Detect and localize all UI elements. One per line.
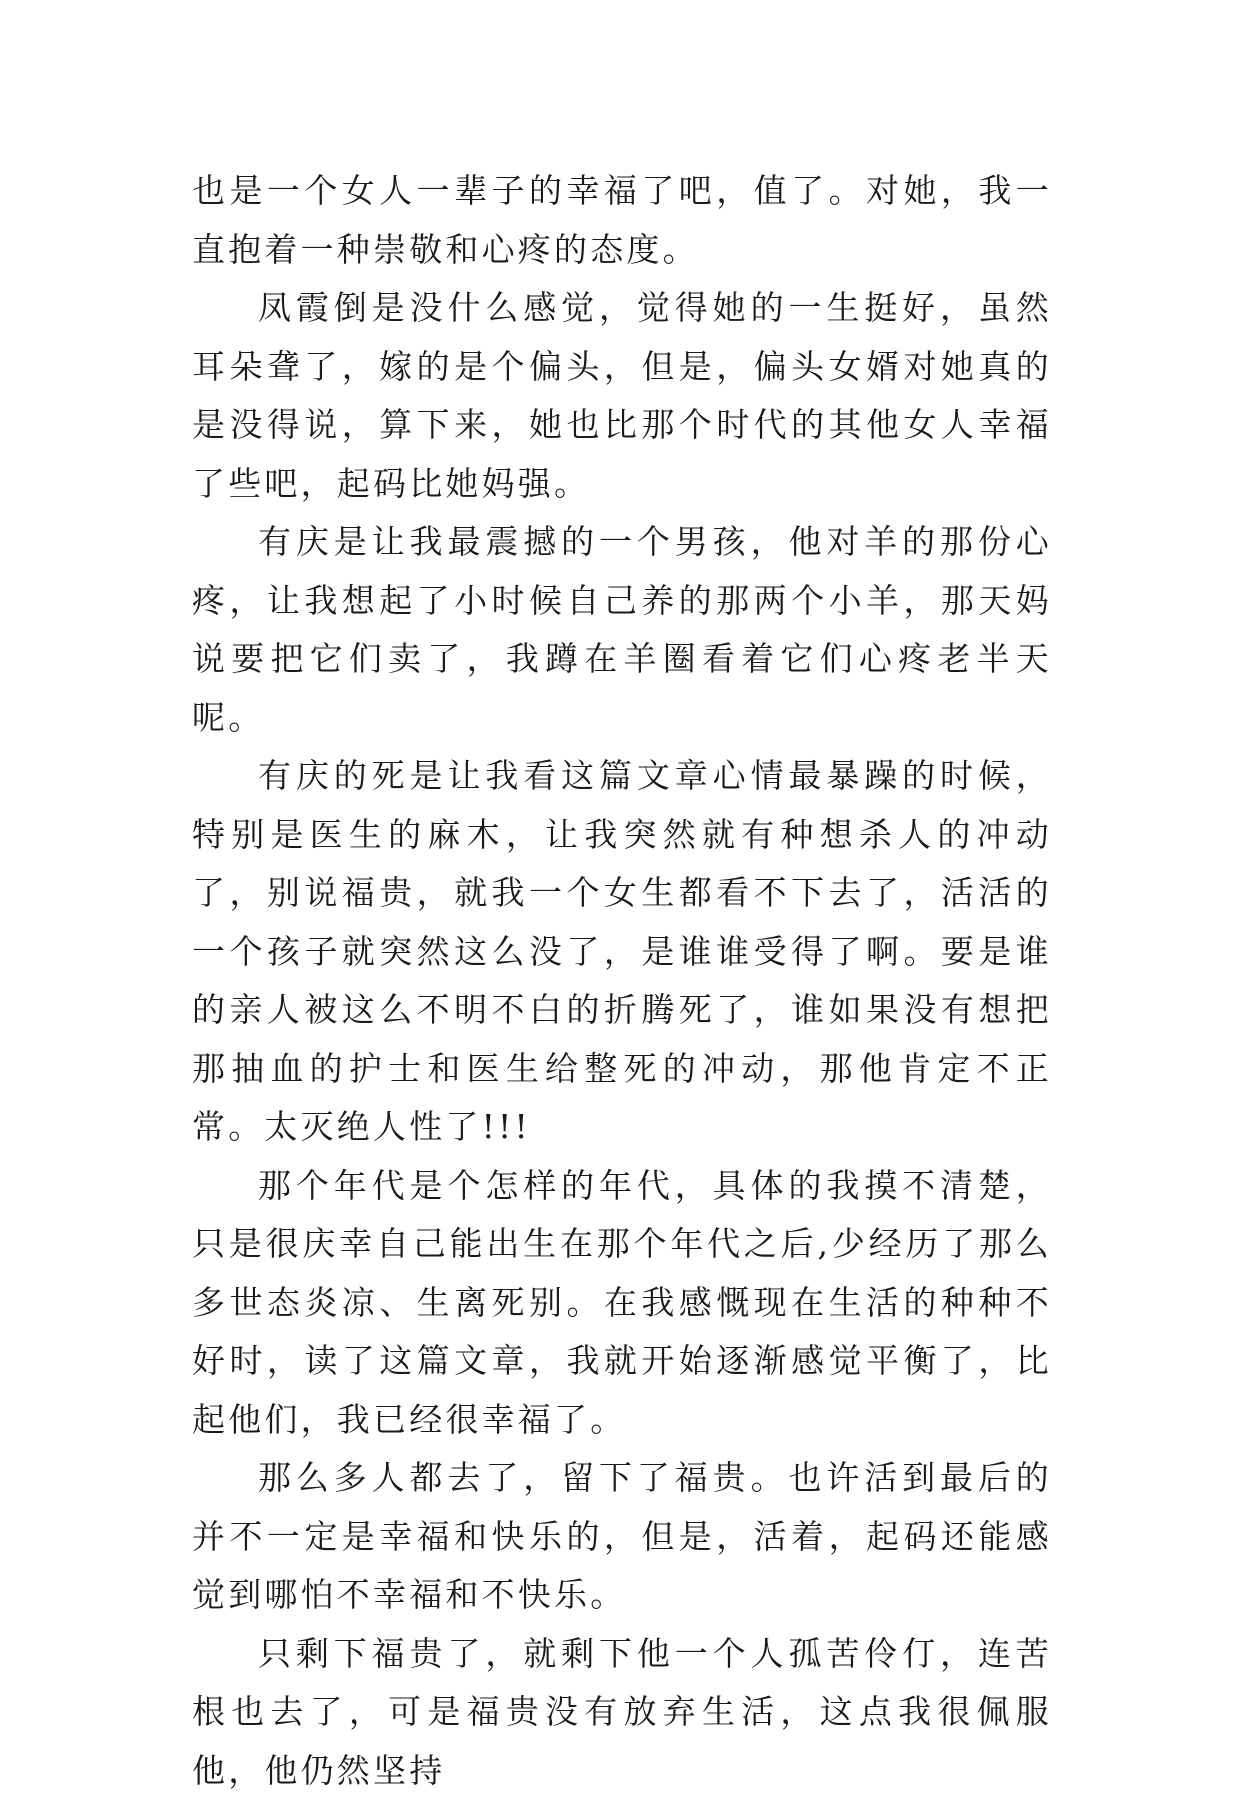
paragraph-4: 有庆的死是让我看这篇文章心情最暴躁的时候，特别是医生的麻木，让我突然就有种想杀人的冲动了，别说福贵，就我一个女生都看不下去了，活活的一个孩子就突然这么没了，是谁谁受得了啊。要是谁的亲人被这么不明不白的折腾死了，谁如果没有想把那抽血的护士和医生给整死的冲动，那他肯定不正常。太灭绝人性了!!! [192,747,1052,1157]
paragraph-2: 凤霞倒是没什么感觉，觉得她的一生挺好，虽然耳朵聋了，嫁的是个偏头，但是，偏头女婿对她真的是没得说，算下来，她也比那个时代的其他女人幸福了些吧，起码比她妈强。 [192,279,1052,513]
paragraph-7: 只剩下福贵了，就剩下他一个人孤苦伶仃，连苦根也去了，可是福贵没有放弃生活，这点我很佩服他，他仍然坚持 [192,1625,1052,1800]
paragraph-5: 那个年代是个怎样的年代，具体的我摸不清楚，只是很庆幸自己能出生在那个年代之后,少经历了那么多世态炎凉、生离死别。在我感慨现在生活的种种不好时，读了这篇文章，我就开始逐渐感觉平衡了，比起他们，我已经很幸福了。 [192,1157,1052,1450]
paragraph-1: 也是一个女人一辈子的幸福了吧，值了。对她，我一直抱着一种崇敬和心疼的态度。 [192,162,1052,279]
document-body [192,162,1052,1800]
paragraph-3: 有庆是让我最震撼的一个男孩，他对羊的那份心疼，让我想起了小时候自己养的那两个小羊，那天妈说要把它们卖了，我蹲在羊圈看着它们心疼老半天呢。 [192,513,1052,747]
paragraph-6: 那么多人都去了，留下了福贵。也许活到最后的并不一定是幸福和快乐的，但是，活着，起码还能感觉到哪怕不幸福和不快乐。 [192,1449,1052,1625]
